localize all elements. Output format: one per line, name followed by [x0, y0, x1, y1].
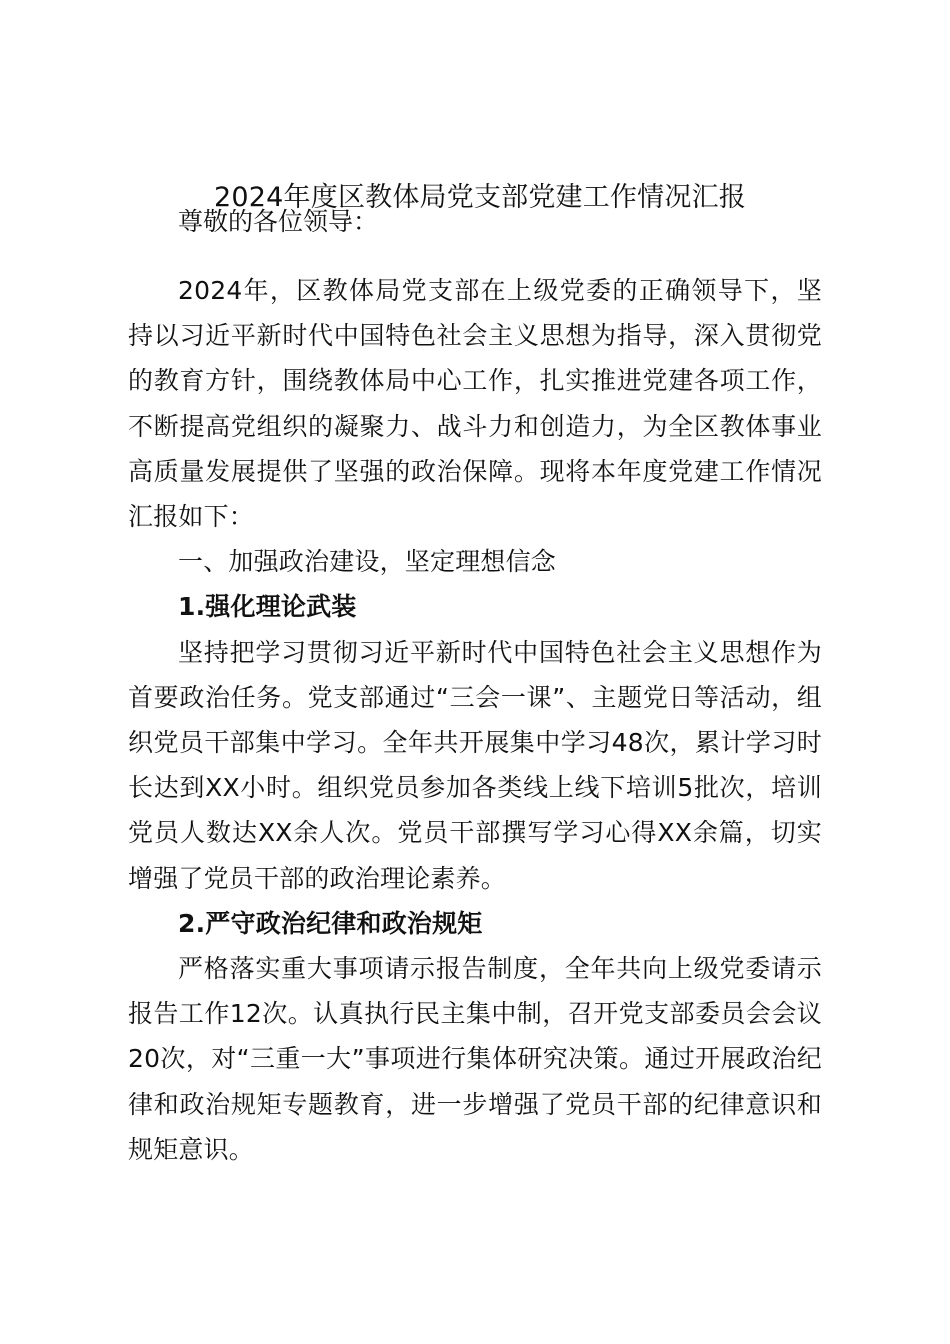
body-paragraph: 坚持把学习贯彻习近平新时代中国特色社会主义思想作为首要政治任务。党支部通过“三会一课”、主题党日等活动，组织党员干部集中学习。全年共开展集中学习48次，累计学习时长达到XX小时。组织党员参加各类线上线下培训5批次，培训党员人数达XX余人次。党员干部撰写学习心得XX余篇，切实增强了党员干部的政治理论素养。	[128, 637, 822, 893]
subheading: 1.强化理论武装	[178, 592, 357, 622]
salutation: 尊敬的各位领导：	[178, 207, 379, 236]
document-body	[128, 268, 822, 1172]
document-title: 2024年度区教体局党支部党建工作情况汇报	[214, 182, 746, 213]
body-paragraph: 严格落实重大事项请示报告制度，全年共向上级党委请示报告工作12次。认真执行民主集中制，召开党支部委员会会议20次，对“三重一大”事项进行集体研究决策。通过开展政治纪律和政治规矩专题教育，进一步增强了党员干部的纪律意识和规矩意识。	[128, 954, 822, 1164]
subheading: 2.严守政治纪律和政治规矩	[178, 908, 483, 938]
section-heading: 一、加强政治建设，坚定理想信念	[178, 547, 557, 577]
intro-paragraph: 2024年，区教体局党支部在上级党委的正确领导下，坚持以习近平新时代中国特色社会主义思想为指导，深入贯彻党的教育方针，围绕教体局中心工作，扎实推进党建各项工作，不断提高党组织的凝聚力、战斗力和创造力，为全区教体事业高质量发展提供了坚强的政治保障。现将本年度党建工作情况汇报如下：	[128, 276, 822, 532]
